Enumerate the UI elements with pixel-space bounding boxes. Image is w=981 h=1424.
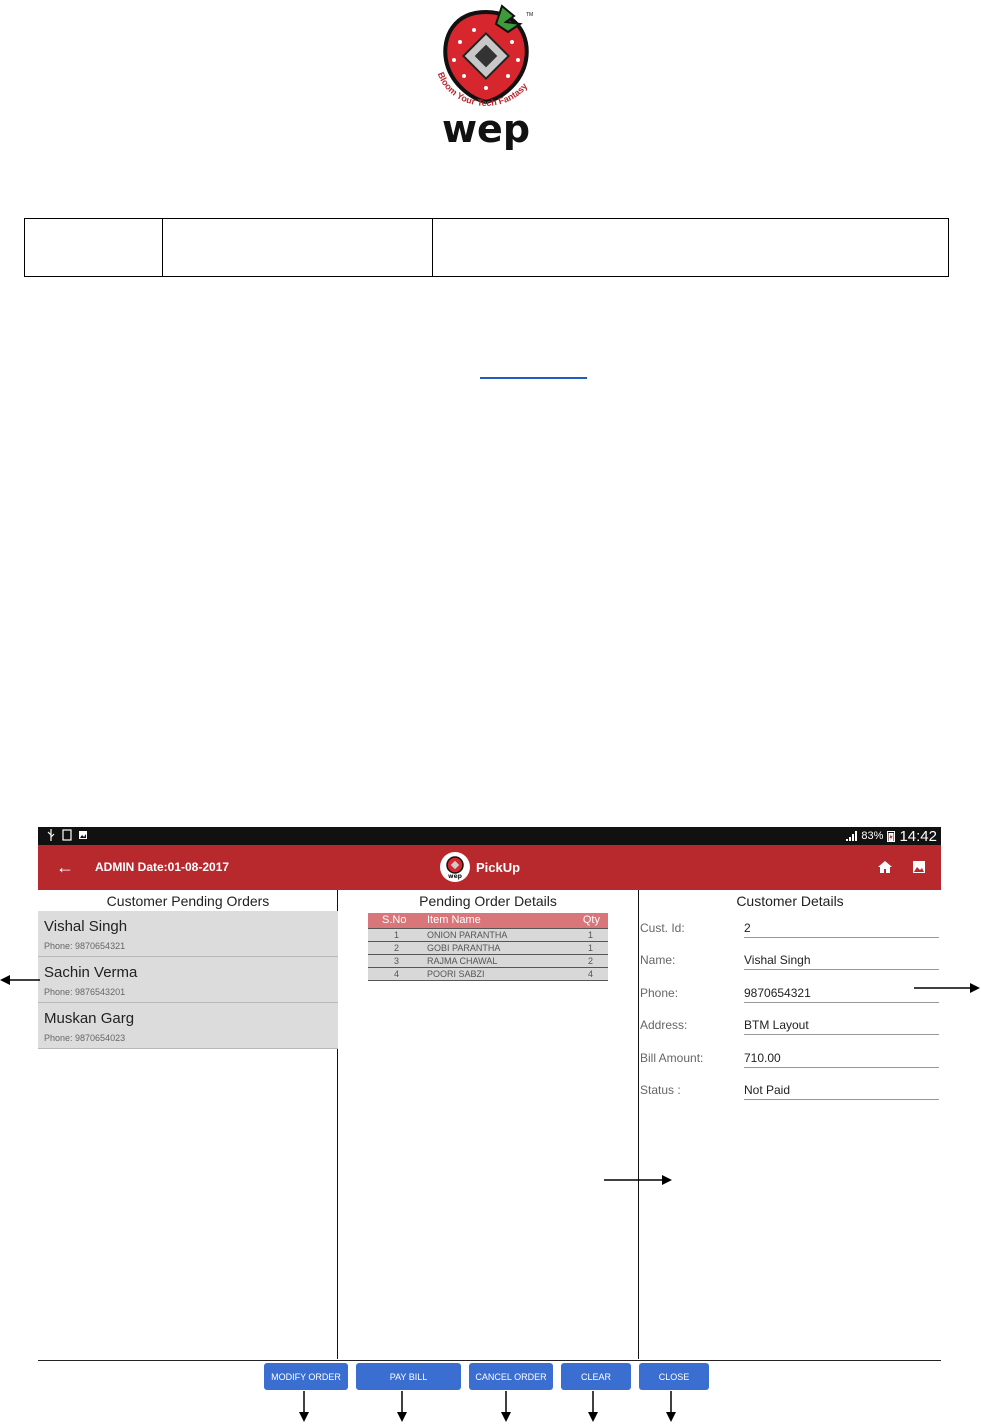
name-label: Name: bbox=[640, 953, 676, 967]
row-sno: 4 bbox=[394, 969, 400, 979]
name-field[interactable]: Vishal Singh bbox=[744, 953, 939, 970]
battery-percent: 83% bbox=[861, 830, 884, 842]
row-sno: 3 bbox=[394, 956, 400, 966]
customer-list-item[interactable] bbox=[38, 911, 338, 957]
bill-amount-field[interactable]: 710.00 bbox=[744, 1051, 939, 1068]
row-qty: 2 bbox=[587, 956, 593, 966]
back-arrow-icon[interactable]: ← bbox=[56, 857, 74, 877]
table-row[interactable] bbox=[368, 941, 608, 954]
customer-phone: Phone: 9870654023 bbox=[44, 1033, 126, 1043]
down-arrow-icon bbox=[663, 1391, 679, 1423]
phone-field[interactable]: 9870654321 bbox=[744, 986, 939, 1003]
status-field[interactable]: Not Paid bbox=[744, 1083, 939, 1100]
battery-icon bbox=[887, 830, 895, 842]
table-column-separator bbox=[162, 219, 163, 276]
bill-amount-label: Bill Amount: bbox=[640, 1051, 704, 1065]
gallery-notification-icon bbox=[78, 829, 88, 841]
row-item: ONION PARANTHA bbox=[427, 930, 508, 940]
status-bar bbox=[38, 827, 941, 845]
column-header-item: Item Name bbox=[427, 914, 481, 926]
row-item: POORI SABZI bbox=[427, 969, 485, 979]
column-divider bbox=[638, 890, 639, 1359]
row-sno: 1 bbox=[394, 930, 400, 940]
table-row[interactable] bbox=[368, 967, 608, 981]
signal-icon bbox=[845, 830, 857, 842]
down-arrow-icon bbox=[498, 1391, 514, 1423]
customer-list-item[interactable] bbox=[38, 957, 338, 1003]
table-header bbox=[368, 913, 608, 928]
admin-date-title: ADMIN Date:01-08-2017 bbox=[95, 860, 230, 874]
clock: 14:42 bbox=[899, 827, 937, 845]
image-icon[interactable] bbox=[910, 858, 928, 876]
column-header-sno: S.No bbox=[382, 914, 407, 926]
order-details-heading: Pending Order Details bbox=[419, 893, 557, 909]
logo-tagline: Bloom Your Tech Fantasy bbox=[435, 70, 530, 109]
right-arrow-icon bbox=[912, 980, 981, 996]
wep-logo bbox=[424, 2, 548, 150]
table-row[interactable] bbox=[368, 954, 608, 967]
app-bar-center bbox=[440, 851, 520, 883]
down-arrow-icon bbox=[394, 1391, 410, 1423]
document-link-underline[interactable] bbox=[480, 377, 587, 379]
bottom-divider bbox=[38, 1360, 941, 1361]
status-label: Status : bbox=[640, 1083, 681, 1097]
pending-orders-heading: Customer Pending Orders bbox=[106, 893, 270, 909]
logo-tm: TM bbox=[526, 12, 534, 18]
column-header-qty: Qty bbox=[582, 914, 600, 926]
row-qty: 4 bbox=[587, 969, 593, 979]
customer-name: Sachin Verma bbox=[44, 964, 138, 981]
cancel-order-button[interactable]: CANCEL ORDER bbox=[469, 1363, 553, 1390]
customer-name: Muskan Garg bbox=[44, 1010, 135, 1027]
customer-details-heading: Customer Details bbox=[736, 893, 844, 909]
row-qty: 1 bbox=[587, 943, 593, 953]
down-arrow-icon bbox=[585, 1391, 601, 1423]
row-qty: 1 bbox=[587, 930, 593, 940]
order-items-table bbox=[368, 913, 608, 981]
mini-logo-text: wep bbox=[448, 873, 462, 880]
logo-brand: wep bbox=[441, 107, 531, 150]
customer-phone: Phone: 9870654321 bbox=[44, 941, 126, 951]
app-screenshot bbox=[38, 827, 941, 1363]
close-button[interactable]: CLOSE bbox=[639, 1363, 709, 1390]
left-arrow-icon bbox=[0, 972, 42, 988]
pay-bill-button[interactable]: PAY BILL bbox=[356, 1363, 461, 1390]
right-arrow-icon bbox=[603, 1172, 673, 1188]
screen-title: PickUp bbox=[476, 859, 521, 875]
row-sno: 2 bbox=[394, 943, 400, 953]
phone-label: Phone: bbox=[640, 986, 679, 1000]
usb-icon bbox=[46, 829, 56, 841]
down-arrow-icon bbox=[296, 1391, 312, 1423]
nfc-icon bbox=[62, 829, 72, 841]
address-label: Address: bbox=[640, 1018, 688, 1032]
cust-id-field[interactable]: 2 bbox=[744, 921, 939, 938]
row-item: RAJMA CHAWAL bbox=[427, 956, 498, 966]
table-row[interactable] bbox=[368, 928, 608, 941]
row-item: GOBI PARANTHA bbox=[427, 943, 501, 953]
customer-list-item[interactable] bbox=[38, 1003, 338, 1049]
app-bar bbox=[38, 845, 941, 890]
cust-id-label: Cust. Id: bbox=[640, 921, 685, 935]
home-icon[interactable] bbox=[876, 858, 894, 876]
clear-button[interactable]: CLEAR bbox=[561, 1363, 631, 1390]
customer-phone: Phone: 9876543201 bbox=[44, 987, 126, 997]
address-field[interactable]: BTM Layout bbox=[744, 1018, 939, 1035]
modify-order-button[interactable]: MODIFY ORDER bbox=[264, 1363, 348, 1390]
wep-mini-logo-icon bbox=[440, 852, 470, 882]
document-header-table bbox=[24, 218, 949, 277]
customer-name: Vishal Singh bbox=[44, 918, 128, 935]
table-column-separator bbox=[432, 219, 433, 276]
